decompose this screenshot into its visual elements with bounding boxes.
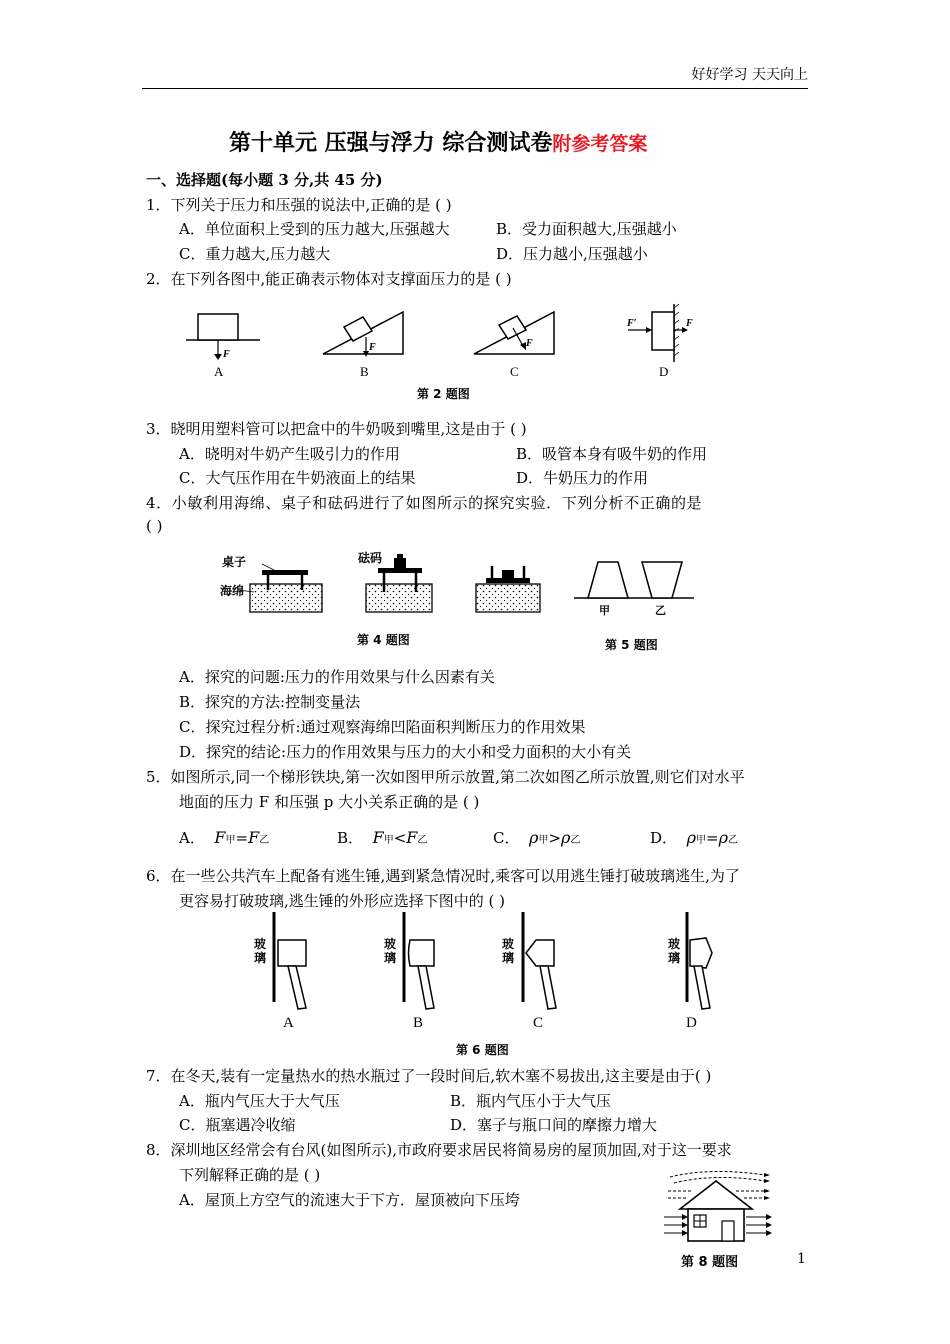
header-motto: 好好学习 天天向上 — [691, 67, 808, 83]
svg-text:F′: F′ — [627, 318, 637, 329]
q4-label-table: 桌子 — [222, 555, 247, 569]
q6-label-a: A — [283, 1015, 294, 1031]
q2-diagram-a — [186, 314, 260, 379]
q4-option-a: A．探究的问题:压力的作用效果与什么因素有关 — [179, 668, 495, 686]
q5-option-a: A． F甲=F乙 — [179, 828, 270, 847]
q3-option-d: D．牛奶压力的作用 — [516, 469, 649, 487]
q5-option-c: C． ρ甲>ρ乙 — [493, 828, 581, 847]
q4-scene-1 — [220, 554, 322, 612]
svg-text:F: F — [223, 349, 230, 360]
svg-text:F: F — [369, 342, 376, 353]
q4-label-weight: 砝码 — [358, 551, 383, 565]
q3-stem: 3．晓明用塑料管可以把盒中的牛奶吸到嘴里,这是由于 ( ) — [146, 420, 527, 438]
svg-text:玻: 玻 — [668, 937, 681, 951]
title-answer-suffix: 附参考答案 — [552, 133, 648, 155]
q8-caption: 第 8 题图 — [681, 1255, 739, 1270]
page-title: 第十单元 压强与浮力 综合测试卷附参考答案 — [229, 131, 648, 156]
q6-label-b: B — [413, 1015, 424, 1031]
svg-text:璃: 璃 — [502, 951, 515, 965]
q1-option-b: B．受力面积越大,压强越小 — [496, 220, 677, 238]
q6-hammer-a — [254, 912, 306, 1031]
header-rule — [142, 88, 808, 89]
q2-label-b: B — [360, 364, 369, 379]
q6-stem-line2: 更容易打破玻璃,逃生锤的外形应选择下图中的 ( ) — [179, 892, 506, 910]
q5-option-d: D． ρ甲=ρ乙 — [650, 828, 738, 847]
q4-option-d: D．探究的结论:压力的作用效果与压力的大小和受力面积的大小有关 — [179, 743, 632, 761]
q5-option-b: B． F甲<F乙 — [337, 828, 428, 847]
q1-option-d: D．压力越小,压强越小 — [496, 245, 648, 263]
q3-option-c: C．大气压作用在牛奶液面上的结果 — [179, 469, 416, 487]
q4-option-b: B．探究的方法:控制变量法 — [179, 693, 361, 711]
q8-option-a: A．屋顶上方空气的流速大于下方．屋顶被向下压垮 — [179, 1191, 520, 1209]
q5-stem-line1: 5．如图所示,同一个梯形铁块,第一次如图甲所示放置,第二次如图乙所示放置,则它们对水平 — [146, 768, 745, 786]
q1-stem: 1．下列关于压力和压强的说法中,正确的是 ( ) — [146, 196, 452, 214]
svg-text:F: F — [526, 338, 533, 349]
q7-option-d: D．塞子与瓶口间的摩擦力增大 — [450, 1116, 658, 1134]
q4-scene-3 — [476, 566, 540, 612]
q2-diagram-b — [323, 312, 403, 379]
q5-caption: 第 5 题图 — [605, 638, 658, 652]
q2-label-c: C — [510, 364, 519, 379]
q2-label-a: A — [214, 364, 224, 379]
q2-label-d: D — [659, 364, 669, 379]
q3-option-b: B．吸管本身有吸牛奶的作用 — [516, 445, 708, 463]
q6-label-d: D — [686, 1015, 697, 1031]
q6-caption: 第 6 题图 — [456, 1043, 509, 1057]
q6-stem-line1: 6．在一些公共汽车上配备有逃生锤,遇到紧急情况时,乘客可以用逃生锤打破玻璃逃生,为了 — [146, 867, 740, 885]
q5-label-jia: 甲 — [599, 605, 610, 617]
section-heading: 一、选择题(每小题 3 分,共 45 分) — [146, 171, 383, 189]
q8-stem-line1: 8．深圳地区经常会有台风(如图所示),市政府要求居民将简易房的屋顶加固,对于这一要求 — [146, 1141, 732, 1159]
q7-stem: 7．在冬天,装有一定量热水的热水瓶过了一段时间后,软木塞不易拔出,这主要是由于( ) — [146, 1067, 712, 1085]
page-number: 1 — [797, 1251, 806, 1267]
q1-option-c: C．重力越大,压力越大 — [179, 245, 331, 263]
q5-stem-line2: 地面的压力 F 和压强 p 大小关系正确的是 ( ) — [179, 793, 480, 811]
q2-diagram-c — [474, 312, 554, 379]
svg-text:璃: 璃 — [668, 951, 681, 965]
q2-caption: 第 2 题图 — [417, 387, 470, 401]
svg-text:F: F — [686, 318, 693, 329]
q6-label-c: C — [533, 1015, 544, 1031]
q6-hammer-d — [668, 912, 712, 1031]
svg-text:玻: 玻 — [384, 937, 397, 951]
q4-answer-paren: ( ) — [146, 517, 163, 535]
q6-figure — [250, 910, 720, 1030]
q4-label-sponge: 海绵 — [220, 584, 245, 598]
q7-option-c: C．瓶塞遇冷收缩 — [179, 1116, 296, 1134]
q5-label-yi: 乙 — [655, 605, 666, 617]
q4-option-c: C．探究过程分析:通过观察海绵凹陷面积判断压力的作用效果 — [179, 718, 586, 736]
q6-hammer-b — [384, 912, 434, 1031]
q8-stem-line2: 下列解释正确的是 ( ) — [179, 1166, 321, 1184]
q4-scene-2 — [358, 550, 432, 612]
q4-caption: 第 4 题图 — [357, 633, 410, 647]
q2-stem: 2．在下列各图中,能正确表示物体对支撑面压力的是 ( ) — [146, 270, 512, 288]
q3-option-a: A．晓明对牛奶产生吸引力的作用 — [179, 445, 400, 463]
svg-text:璃: 璃 — [254, 951, 267, 965]
q1-option-a: A．单位面积上受到的压力越大,压强越大 — [179, 220, 450, 238]
q5-trapezoids — [574, 562, 694, 617]
q7-option-a: A．瓶内气压大于大气压 — [179, 1092, 340, 1110]
q8-house-figure — [660, 1165, 775, 1245]
q2-diagram-d — [626, 304, 693, 379]
q4-stem: 4．小敏利用海绵、桌子和砝码进行了如图所示的探究实验．下列分析不正确的是 — [146, 494, 703, 512]
svg-text:玻: 玻 — [502, 937, 515, 951]
q7-option-b: B．瓶内气压小于大气压 — [450, 1092, 612, 1110]
svg-text:玻: 玻 — [254, 937, 267, 951]
svg-text:璃: 璃 — [384, 951, 397, 965]
q6-hammer-c — [502, 912, 556, 1031]
